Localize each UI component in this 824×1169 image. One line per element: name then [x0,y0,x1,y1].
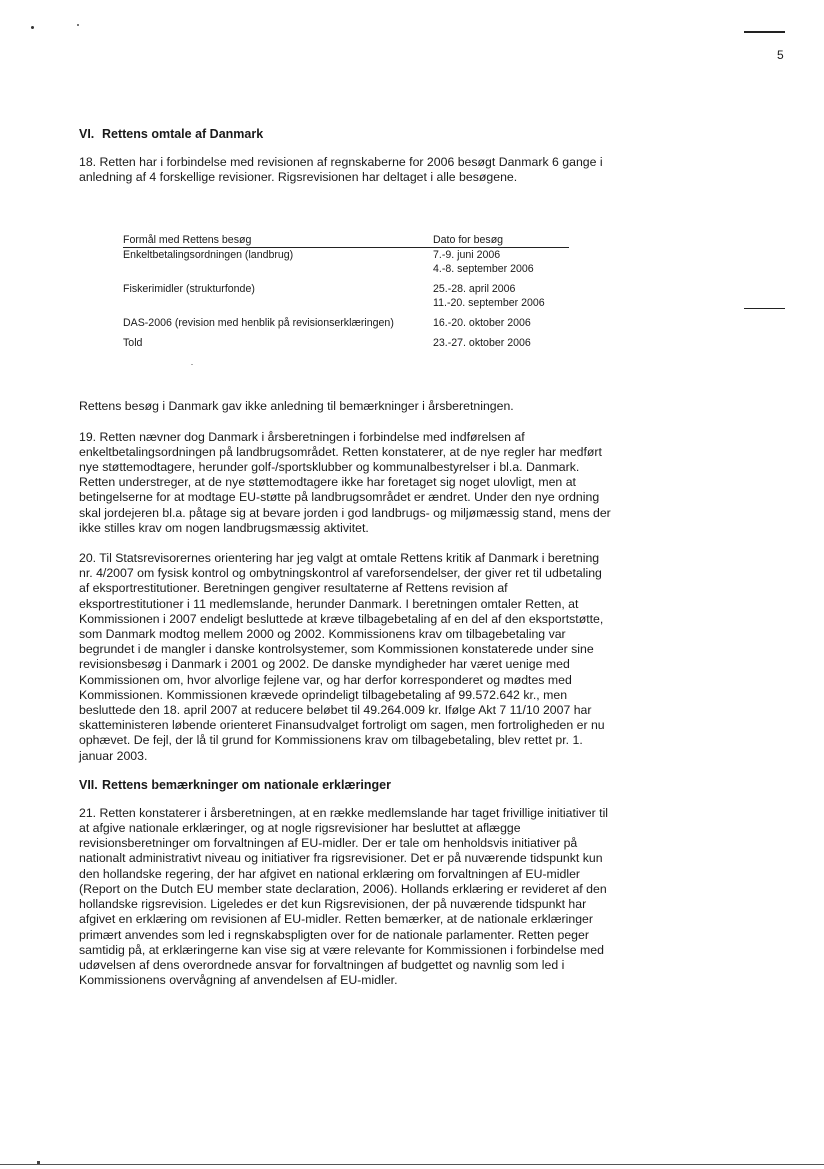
table-row [123,330,569,350]
table-row [123,276,569,310]
page-edge [0,1164,824,1165]
table-row [123,310,569,330]
date-cell [433,330,569,350]
date-line: 25.-28. april 2006 [433,283,516,296]
scan-mark [31,26,34,29]
date-line: 11.-20. september 2006 [433,297,545,310]
section-heading [79,776,613,794]
visits-table [123,234,569,350]
date-line: 4.-8. september 2006 [433,263,534,276]
paragraph-21: 21. Retten konstaterer i årsberetningen, at en række medlemslande har taget frivillige initiativer til at afgive nationale erklæringer, og at nogle rigsrevisioner har besluttet at aflægge revisionsberetninger om forvaltningen af EU-midler. Der er tale om henholdsvis initiativer på nationalt administrativt niveau og initiativer fra rigsrevisioner. Det er på nuværende tidspunkt kun den hollandske regering, der har afgivet en national erklæring om forvaltningen af EU-midler (Report on the Dutch EU member state declaration, 2006). Hollands erklæring er revideret af den hollandske rigsrevision. Ligeledes er det kun Rigsrevisionen, der på nuværende tidspunkt har afgivet en erklæring om revisionen af EU-midler. Retten bemærker, at de nationale erklæringer primært anvendes som led i regnskabspligten over for de nationale parlamenter. Retten peger samtidig på, at erklæringerne kan vise sig at være relevante for Kommissionen i forbindelse med udøvelsen af dens overordnede ansvar for forvaltningen af budgettet og navnlig som led i Kommissionens overvågning af anvendelsen af EU-midler. [79,805,609,988]
margin-rule [744,308,785,309]
margin-rule-top [744,31,785,33]
column-header-date: Dato for besøg [433,234,569,248]
purpose-cell: Enkeltbetalingsordningen (landbrug) [123,249,294,262]
scan-mark [77,24,79,26]
date-cell [433,276,569,310]
document-body [79,125,613,988]
column-header-purpose: Formål med Rettens besøg [123,234,433,248]
section-number: VII. [79,777,98,792]
purpose-cell: Told [123,337,143,350]
paragraph-after-table: Rettens besøg i Danmark gav ikke anledning til bemærkninger i årsberetningen. [79,399,514,414]
purpose-cell: Fiskerimidler (strukturfonde) [123,283,255,296]
table-row [123,248,569,277]
section-title: Rettens bemærkninger om nationale erklæringer [102,777,391,792]
paragraph-20: 20. Til Statsrevisorernes orientering har jeg valgt at omtale Rettens kritik af Danmark i beretning nr. 4/2007 om fysisk kontrol og ombytningskontrol af vareforsendelser, der giver ret til udbetaling af eksportrestitutioner. Beretningen gengiver resultaterne af Rettens revision af eksportrestitutioner i 11 medlemslande, herunder Danmark. I beretningen omtaler Retten, at Kommissionen i 2007 endeligt besluttede at kræve tilbagebetaling af en del af den eksportstøtte, som Danmark modtog mellem 2000 og 2002. Kommissionens krav om tilbagebetaling var begrundet i de mangler i danske kontrolsystemer, som Kommissionen konstaterede under sine revisionsbesøg i Danmark i 2001 og 2002. De danske myndigheder har været uenige med Kommissionen om, hvor alvorlige fejlene var, og har derfor korresponderet og mødtes med Kommissionen. Kommissionen krævede oprindeligt tilbagebetaling af 99.572.642 kr., men besluttede den 18. april 2007 at reducere beløbet til 49.264.009 kr. Ifølge Akt 7 11/10 2007 har skatteministeren løbende orienteret Finansudvalget fortroligt om sagen, men fortroligheden er nu ophævet. De fejl, der lå til grund for Kommissionens krav om tilbagebetaling, blev rettet pr. 1. januar 2003. [79,551,605,763]
date-line: 7.-9. juni 2006 [433,249,501,262]
date-line: 23.-27. oktober 2006 [433,337,531,350]
visits-table-container [123,234,569,365]
date-cell [433,248,569,277]
section-heading [79,125,613,143]
section-number: VI. [79,127,95,141]
purpose-cell: DAS-2006 (revision med henblik på revisionserklæringen) [123,317,394,330]
section-title: Rettens omtale af Danmark [102,127,264,141]
date-cell [433,310,569,330]
page-number: 5 [777,48,784,62]
paragraph-18: 18. Retten har i forbindelse med revisionen af regnskaberne for 2006 besøgt Danmark 6 gange i anledning af 4 forskellige revisioner. Rigsrevisionen har deltaget i alle besøgene. [79,155,603,185]
paragraph-19: 19. Retten nævner dog Danmark i årsberetningen i forbindelse med indførelsen af enkeltbetalingsordningen på landbrugsområdet. Retten konstaterer, at de nye regler har medført nye støttemodtagere, herunder golf-/sportsklubber og kommunalbestyrelser i bl.a. Danmark. Retten understreger, at de nye støttemodtagere ikke har foretaget sig noget ulovligt, men at betingelserne for at modtage EU-støtte på landbrugsområdet er ændret. Under den nye ordning skal jordejeren bl.a. påtage sig at bevare jorden i god landbrugs- og miljømæssig stand, mens der ikke stilles krav om nogen landbrugsmæssig aktivitet. [79,429,611,535]
date-line: 16.-20. oktober 2006 [433,317,531,330]
